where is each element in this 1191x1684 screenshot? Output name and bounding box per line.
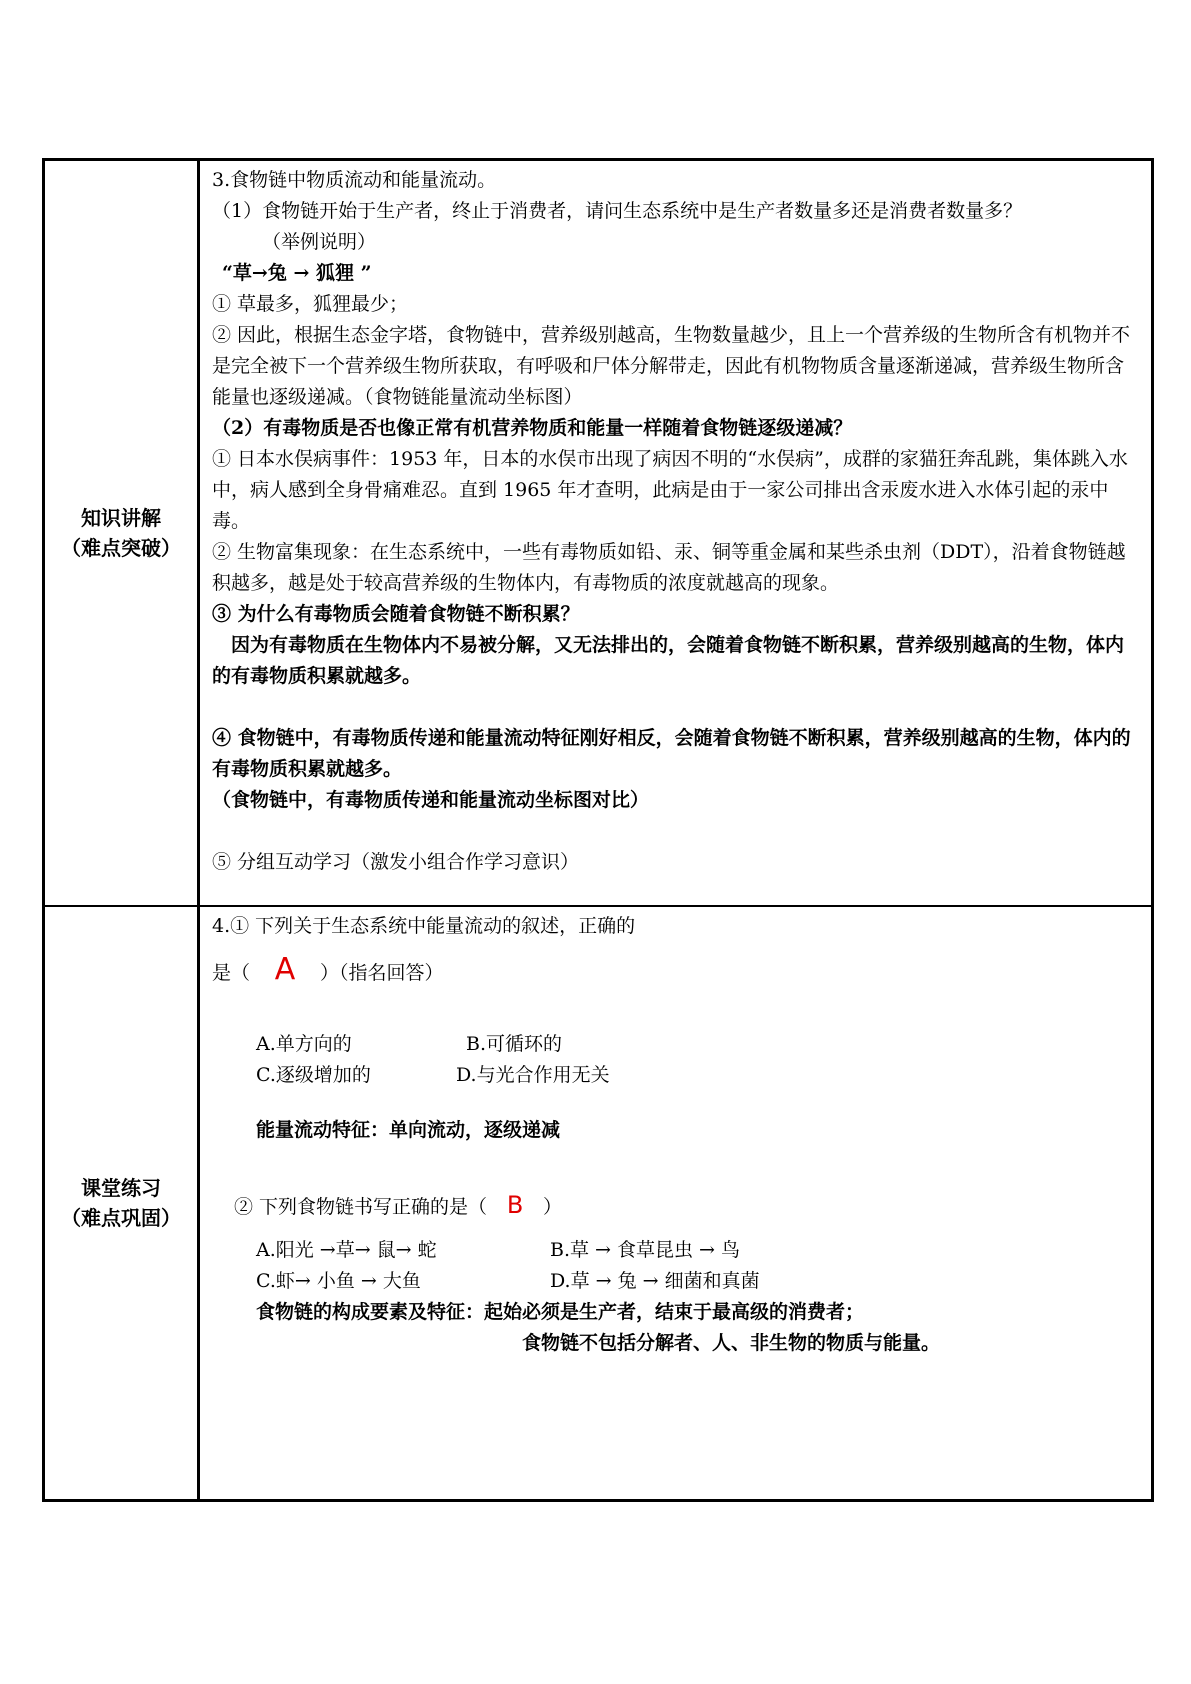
exercise-1-answer: A [274,952,296,987]
option-d: D.草 → 兔 → 细菌和真菌 [550,1270,760,1292]
exercise-1-suffix: ）（指名回答） [320,962,444,984]
question-2: （2）有毒物质是否也像正常有机营养物质和能量一样随着食物链逐级递减？ [212,417,853,439]
exercise-2-options-row-1 [212,1235,1141,1266]
food-chain-example: “草→兔 → 狐狸 ” [222,262,372,284]
point-2: ② 因此，根据生态金字塔，食物链中，营养级别越高，生物数量越少，且上一个营养级的生物所含有机物并不是完全被下一个营养级生物所获取，有呼吸和尸体分解带走，因此有机物物质含量逐渐递减，营养级生物所含能量也逐级递减。（食物链能量流动坐标图） [212,324,1131,408]
content-cell [199,906,1153,1501]
exercise-2-answer: B [506,1191,524,1219]
row-label-title: 课堂练习 [81,1176,161,1200]
exercise-1-options-row-2 [212,1060,1141,1091]
exercise-1-answer-line [212,954,1141,989]
exercise-2-options-row-2 [212,1266,1141,1297]
exercise-1-summary: 能量流动特征：单向流动，逐级递减 [256,1119,561,1141]
option-b: B.草 → 食草昆虫 → 鸟 [550,1239,741,1261]
exercise-2-summary-1: 食物链的构成要素及特征：起始必须是生产者，结束于最高级的消费者； [256,1301,865,1323]
exercise-2-prefix: ② 下列食物链书写正确的是（ [234,1196,488,1218]
row-label-cell [44,906,199,1501]
row-label-title: 知识讲解 [81,506,161,530]
question-2-point-4: ④ 食物链中，有毒物质传递和能量流动特征刚好相反，会随着食物链不断积累，营养级别越高的生物，体内的有毒物质积累就越多。 [212,727,1131,780]
question-1: （1）食物链开始于生产者，终止于消费者，请问生态系统中是生产者数量多还是消费者数量多？ [212,200,1023,222]
exercise-2-stem [212,1190,1141,1223]
content-cell [199,160,1153,907]
row-label-subtitle: （难点突破） [61,536,181,560]
exercise-1-options-row-1 [212,1029,1141,1060]
option-d: D.与光合作用无关 [456,1064,610,1086]
option-a: A.单方向的 [256,1033,352,1055]
option-c: C.虾→ 小鱼 → 大鱼 [256,1270,421,1292]
exercise-1-prefix: 是（ [212,962,251,984]
row-label-subtitle: （难点巩固） [61,1206,181,1230]
exercise-2-suffix: ） [543,1196,563,1218]
question-2-point-4-note: （食物链中，有毒物质传递和能量流动坐标图对比） [212,789,650,811]
exercise-1-stem: 4.① 下列关于生态系统中能量流动的叙述，正确的 [212,915,636,937]
question-2-point-3: ③ 为什么有毒物质会随着食物链不断积累？ [212,603,580,625]
question-2-point-2: ② 生物富集现象：在生态系统中，一些有毒物质如铅、汞、铜等重金属和某些杀虫剂（DDT），沿着食物链越积越多，越是处于较高营养级的生物体内，有毒物质的浓度就越高的现象。 [212,541,1126,594]
question-2-point-5: ⑤ 分组互动学习（激发小组合作学习意识） [212,851,580,873]
example-note: （举例说明） [262,231,377,253]
table-row [44,160,1153,907]
exercise-2-summary-2: 食物链不包括分解者、人、非生物的物质与能量。 [522,1332,941,1354]
lesson-table [42,158,1154,1502]
section-heading: 3.食物链中物质流动和能量流动。 [212,169,497,191]
option-b: B.可循环的 [466,1033,563,1055]
row-label-cell [44,160,199,907]
question-2-point-3-answer: 因为有毒物质在生物体内不易被分解，又无法排出的，会随着食物链不断积累，营养级别越高的生物，体内的有毒物质积累就越多。 [212,634,1125,687]
point-1: ① 草最多，狐狸最少； [212,293,409,315]
option-a: A.阳光 →草→ 鼠→ 蛇 [256,1239,437,1261]
table-row [44,906,1153,1501]
option-c: C.逐级增加的 [256,1064,371,1086]
question-2-point-1: ① 日本水俣病事件：1953 年，日本的水俣市出现了病因不明的“水俣病”，成群的家猫狂奔乱跳，集体跳入水中，病人感到全身骨痛难忍。直到 1965 年才查明，此病是由于一家公司排出含汞废水进入水体引起的汞中毒。 [212,448,1128,532]
